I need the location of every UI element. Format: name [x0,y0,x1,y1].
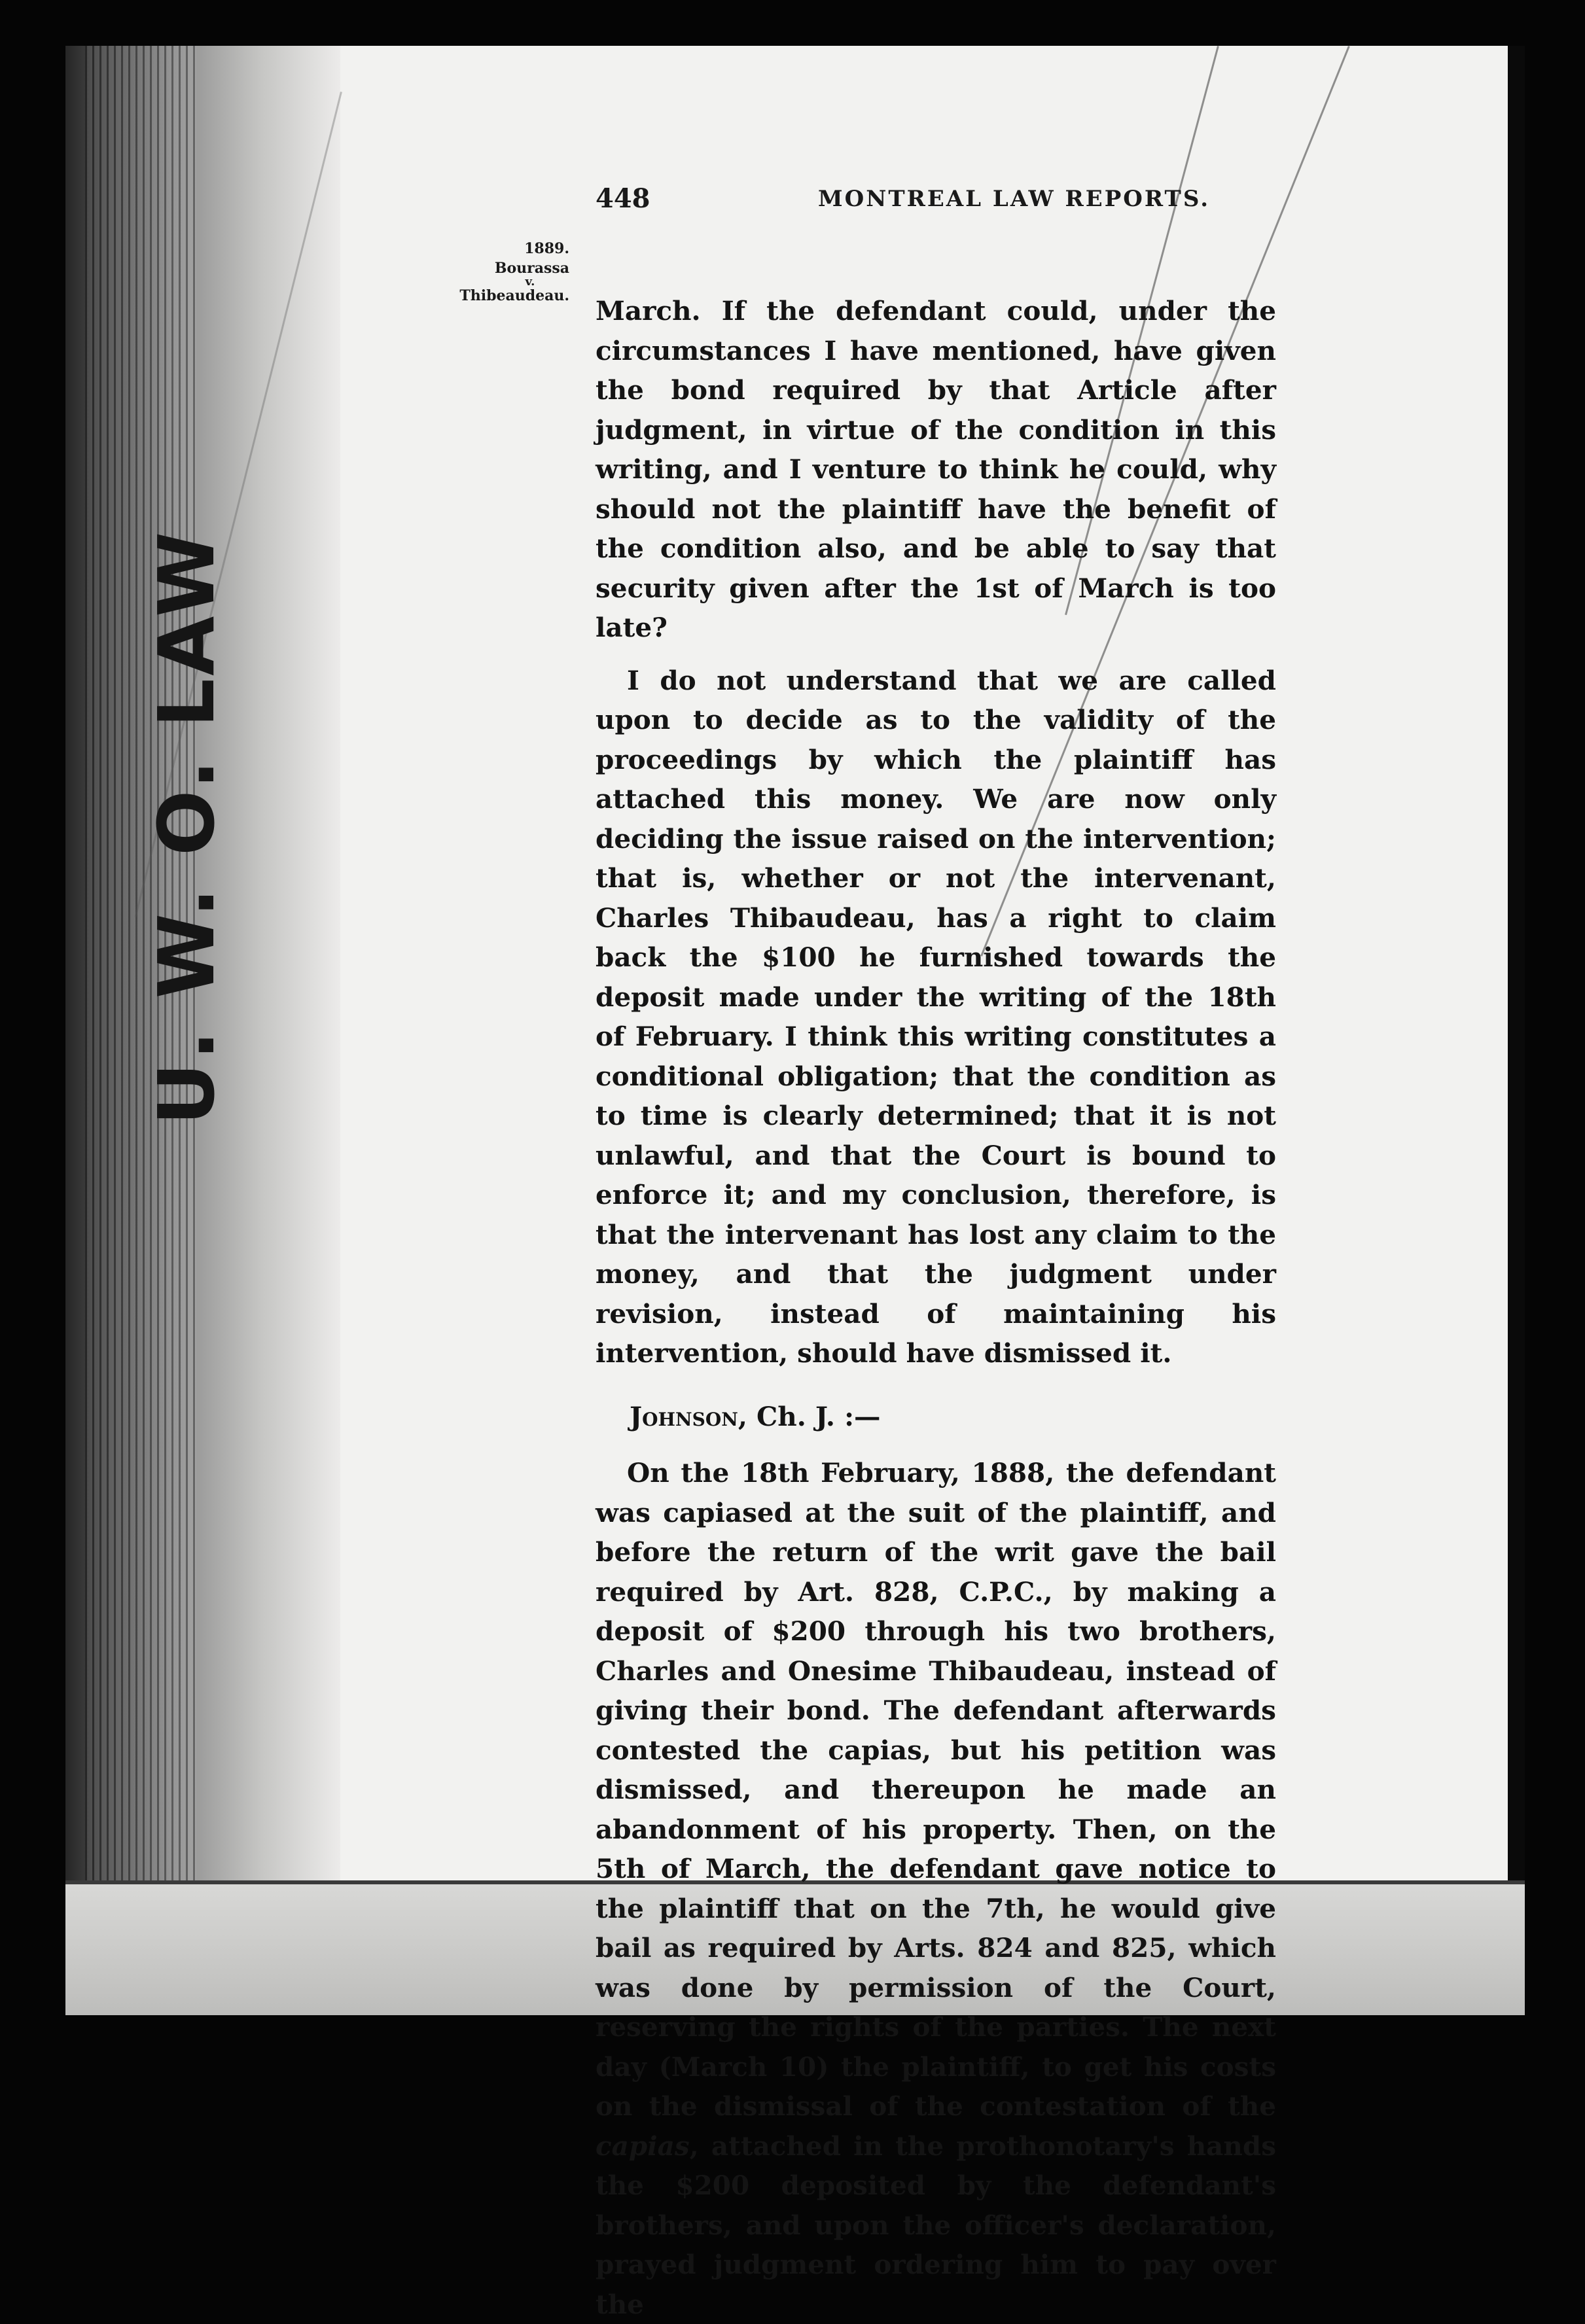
sidenote-year: 1889. [524,240,569,257]
right-edge-bar [1508,46,1525,2015]
case-sidenote [432,239,569,306]
judgment-italic: capias [596,2130,690,2162]
judge-name: Johnson [630,1400,738,1432]
paragraph: March. If the defendant could, under the circumstances I have mentioned, have given the bond required by that Article after judgment, in virtue of the condition in this writing, and I venture to think he could, why should not the plaintiff have the benefit of the condition also, and be able to say that security given after the 1st of March is too late? [596,295,1276,643]
page-header [596,183,1276,222]
judge-title: , Ch. J. :— [738,1400,881,1432]
judge-heading [630,1397,1276,1437]
library-stamp: U. W. [141,885,232,1125]
judgment-paragraph [596,1453,1276,2324]
judgment-text: On the 18th February, 1888, the defendant was capiased at the suit of the plaintiff, and before the return of the writ gave the bail required by Art. 828, C.P.C., by making a deposit of $200 through his two brothers, Charles and Onesime Thibaudeau, instead of giving their bond. The defendant afterwards contested the capias, but his petition was dismissed, and thereupon he made an abandonment of his property. Then, on the 5th of March, the defendant gave notice to the plaintiff that on the 7th, he would give bail as required by Arts. 824 and 825, which was done by permission of the Court, reserving the rights of the parties. The next day (March 10) the plaintiff, to get his costs on the dismissal of the contestation of the [596,1457,1276,2122]
paragraph: I do not understand that we are called upon to decide as to the validity of the proceedings by which the plaintiff has attached this money. We are now only deciding the issue raised on the intervention; that is, whether or not the intervenant, Charles Thibaudeau, has a right to claim back the $100 he furnished towards the deposit made under the writing of the 18th of February. I think this writing constitutes a conditional obligation; that the condition as to time is clearly determined; that it is not unlawful, and that the Court is bound to enforce it; and my conclusion, therefore, is that the intervenant has lost any claim to the money, and that the judgment under revision, instead of maintaining his intervention, should have dismissed it. [596,664,1276,1369]
running-head: MONTREAL LAW REPORTS. [818,186,1211,212]
judgment-text-end: , attached in the prothonotary's hands the $200 deposited by the defendant's brothers, and upon the officer's declaration, prayed judgment ordering him to pay over the [596,2130,1276,2320]
sidenote-party2: Thibeaudeau. [459,287,569,304]
page-body [596,291,1276,2324]
page-number: 448 [596,183,650,214]
scanned-page [65,46,1525,2320]
sidenote-versus: v. [525,275,535,289]
sidenote-party1: Bourassa [494,260,569,277]
